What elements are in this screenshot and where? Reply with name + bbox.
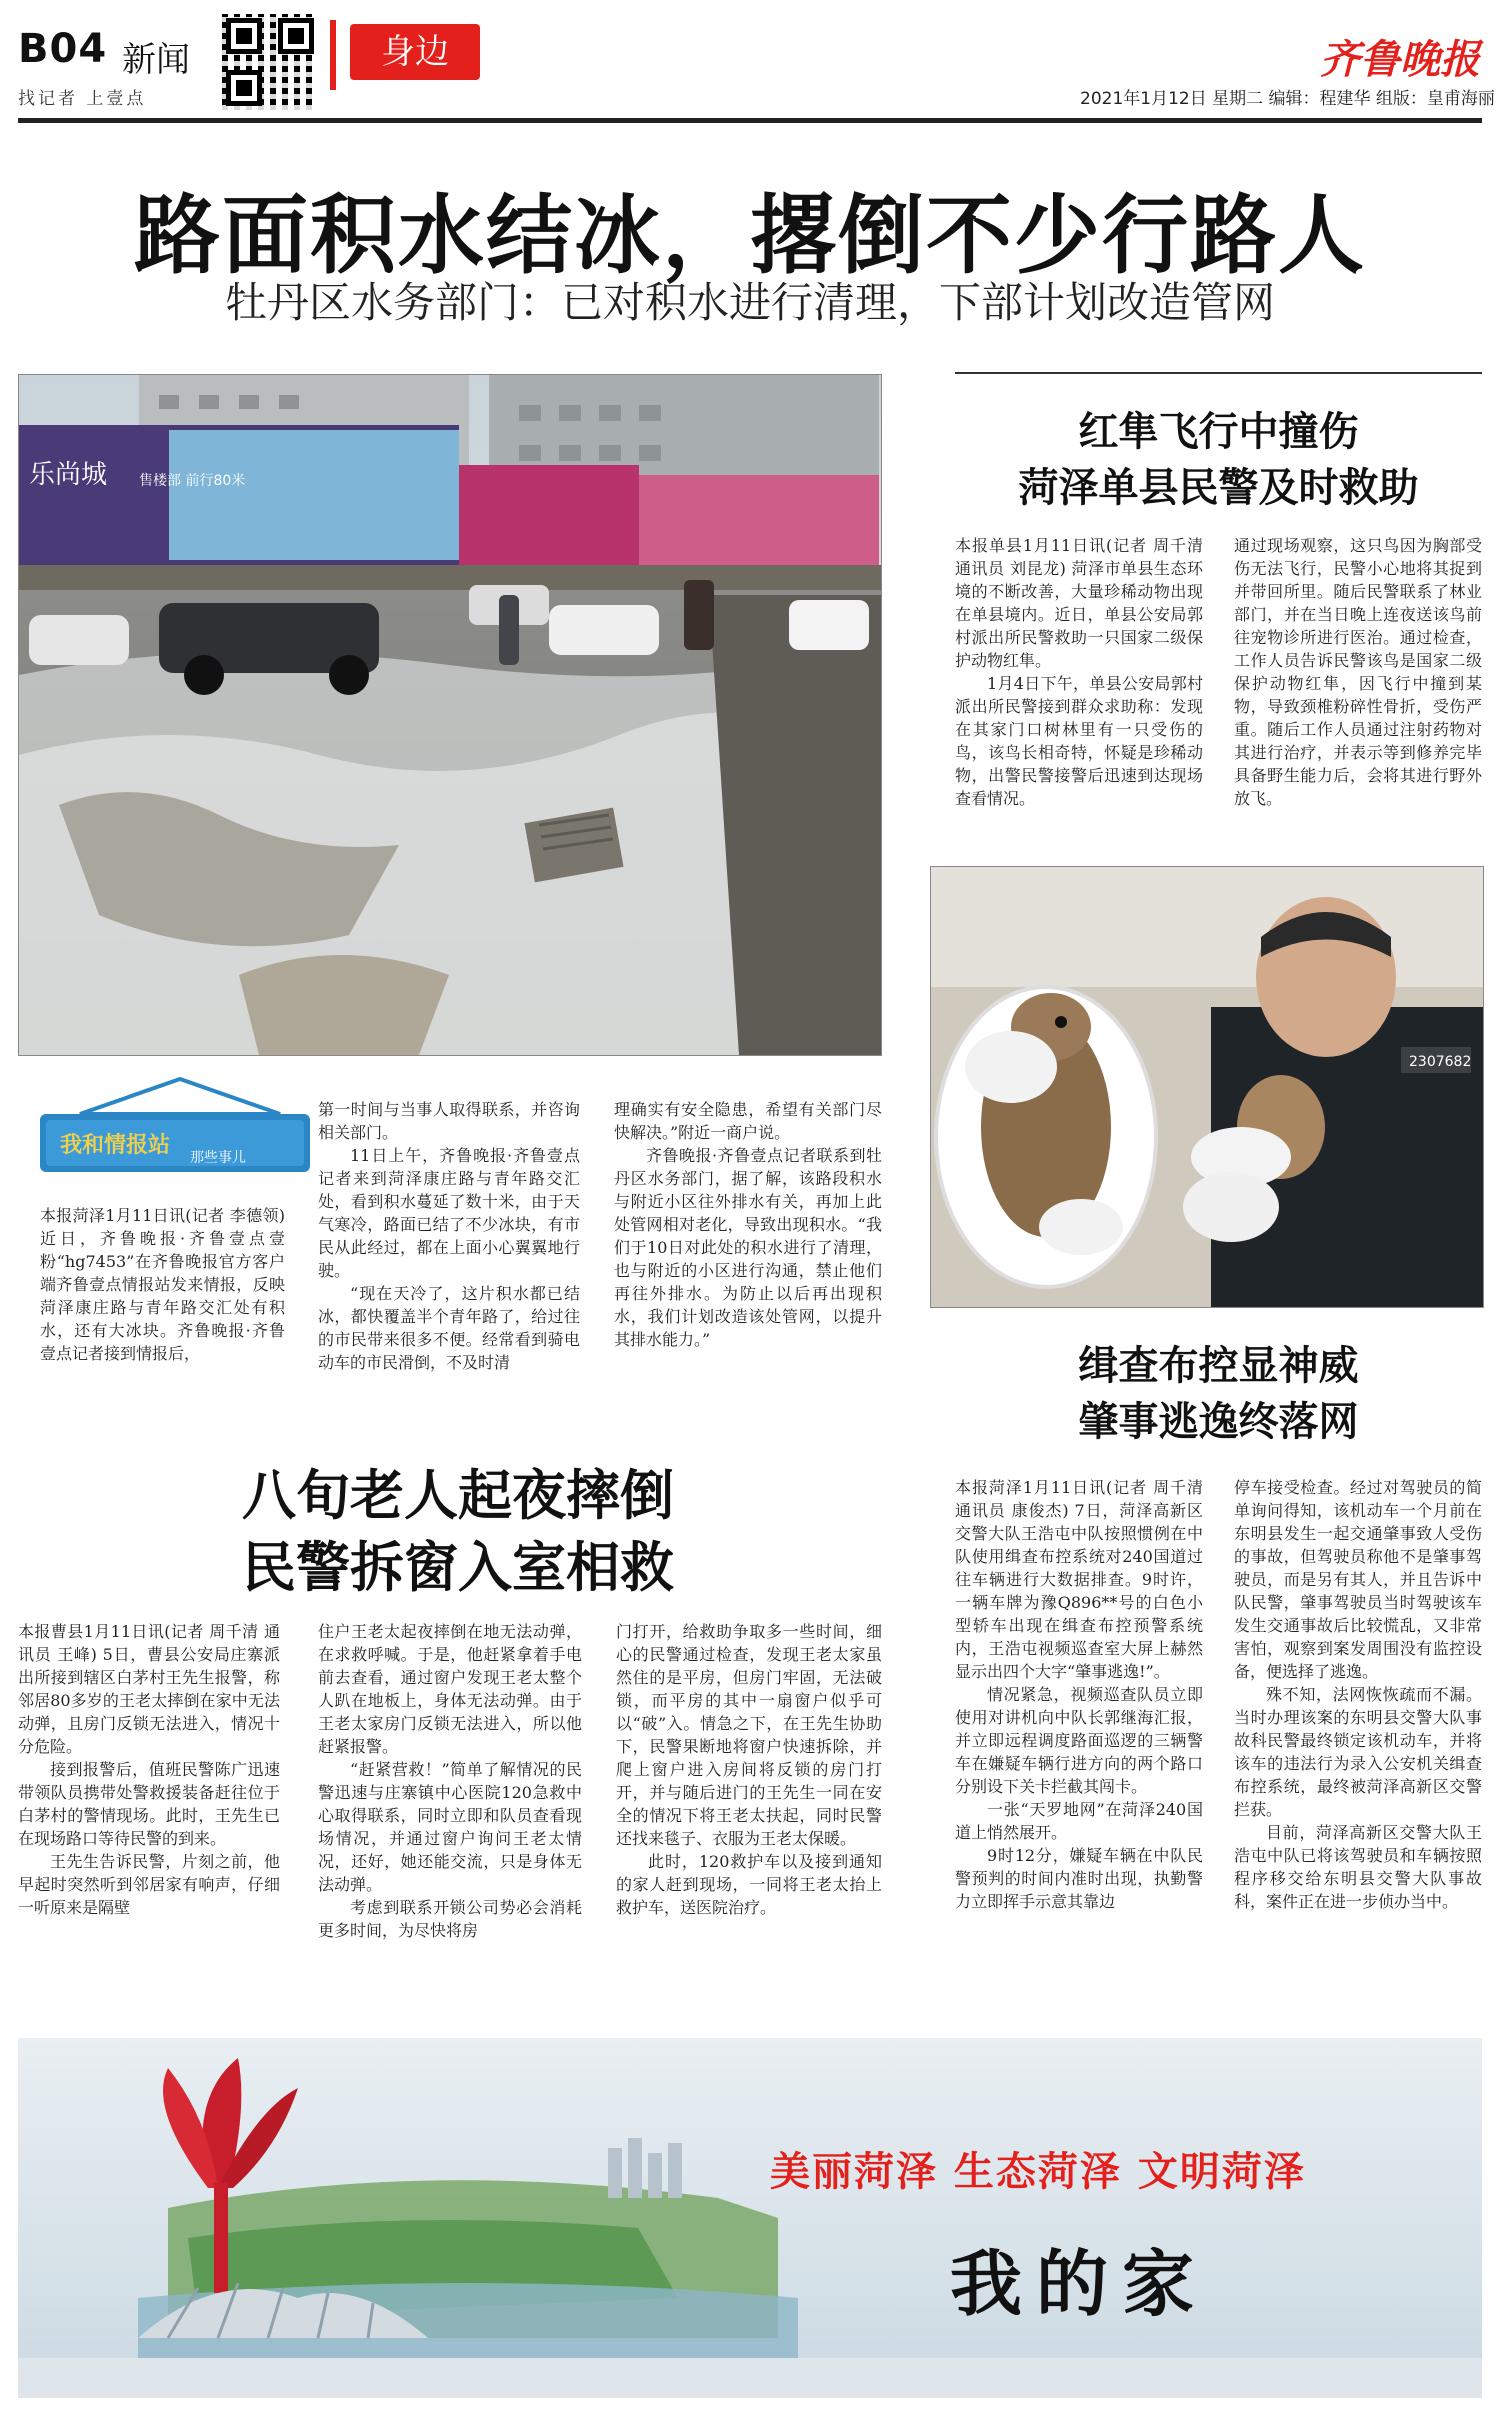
street-ice-photo [18, 374, 882, 1056]
hawk-headline [955, 404, 1482, 516]
elder-article-p2: 接到报警后，值班民警陈广迅速带领队员携带处警救援装备赶往位于白茅村的警情现场。此时，王先生已在现场路口等待民警的到来。 [18, 1760, 280, 1848]
main-subhead: 牡丹区水务部门：已对积水进行清理，下部计划改造管网 [224, 278, 1275, 327]
hit-run-article-p5: 停车接受检查。经过对驾驶员的简单询问得知，该机动车一个月前在东明县发生一起交通肇事致人受伤的事故，但驾驶员称他不是肇事驾驶员，而是另有其人，并且告诉中队民警，肇事驾驶员当时驾驶该车发生交通事故后比较慌乱，又非常害怕，观察到案发周围没有监控设备，便选择了逃逸。 [1234, 1478, 1482, 1681]
tip-sign-sub: 那些事儿 [190, 1150, 246, 1166]
hawk-headline-line1: 红隼飞行中撞伤 [1078, 409, 1359, 455]
tip-sign-art [40, 1074, 310, 1174]
hit-run-article-p1: 本报菏泽1月11日讯(记者 周千清 通讯员 康俊杰) 7日，菏泽高新区交警大队王浩屯中队按照惯例在中队使用缉查布控系统对240国道过往车辆进行大数据排查。9时许，一辆车牌为豫Q896**号的白色小型轿车出现在缉查布控预警系统内，王浩屯视频巡查室大屏上赫然显示出四个大字“肇事逃逸!”。 [955, 1478, 1203, 1681]
issue-info: 2021年1月12日 星期二 编辑：程建华 组版：皇甫海丽 [1080, 89, 1495, 109]
officer-hawk-photo-art [931, 867, 1483, 1307]
police-badge-number: 2307682 [1409, 1054, 1472, 1070]
banner-home-title: 我的家 [950, 2241, 1209, 2326]
hit-run-article-p4: 9时12分，嫌疑车辆在中队民警预判的时间内准时出现，执勤警力立即挥手示意其靠边 [955, 1846, 1203, 1911]
tip-sign-title: 我和情报站 [60, 1133, 171, 1158]
hawk-article-p1: 本报单县1月11日讯(记者 周千清 通讯员 刘昆龙) 菏泽市单县生态环境的不断改善，大量珍稀动物出现在单县境内。近日，单县公安局郭村派出所民警救助一只国家二级保护动物红隼。 [955, 536, 1203, 670]
elder-article-col3 [616, 1620, 882, 1919]
elder-article-p5: “赶紧营救！”简单了解情况的民警迅速与庄寨镇中心医院120急救中心取得联系，同时立即和队员查看现场情况，并通过窗户询问王老太情况，还好，她还能交流，只是身体无法动弹。 [318, 1760, 582, 1894]
page-section: 新闻 [122, 40, 190, 80]
main-article-p3: 11日上午，齐鲁晚报·齐鲁壹点记者来到菏泽康庄路与青年路交汇处，看到积水蔓延了数十米，由于天气寒冷，路面已结了不少冰块，有市民从此经过，都在上面小心翼翼地行驶。 [318, 1146, 580, 1280]
column-tag-marker [330, 20, 336, 90]
banner-slogan: 美丽菏泽 生态菏泽 文明菏泽 [770, 2149, 1306, 2195]
hit-run-headline-line2: 肇事逃逸终落网 [1078, 1399, 1359, 1445]
header-divider [18, 118, 1482, 123]
hawk-article-p3: 通过现场观察，这只鸟因为胸部受伤无法飞行，民警小心地将其捉到并带回所里。随后民警联系了林业部门，并在当日晚上连夜送该鸟前往宠物诊所进行医治。通过检查，工作人员告诉民警该鸟是国家二级保护动物红隼，因飞行中撞到某物，导致颈椎粉碎性骨折，受伤严重。随后工作人员通过注射药物对其进行治疗，并表示等到修养完毕具备野生能力后，会将其进行野外放飞。 [1234, 536, 1482, 808]
elder-article-col2 [318, 1620, 582, 1942]
main-article-p1: 本报菏泽1月11日讯(记者 李德领) 近日，齐鲁晚报·齐鲁壹点壹粉“hg7453”在齐鲁晚报官方客户端齐鲁壹点情报站发来情报，反映菏泽康庄路与青年路交汇处有积水，还有大冰块。齐鲁晚报·齐鲁壹点记者接到情报后， [40, 1206, 285, 1363]
tip-station-sign [40, 1074, 310, 1174]
elder-article-p8: 此时，120救护车以及接到通知的家人赶到现场，一同将王老太抬上救护车，送医院治疗。 [616, 1852, 882, 1917]
elder-article-p6: 考虑到联系开锁公司势必会消耗更多时间，为尽快将房 [318, 1898, 582, 1940]
city-banner-art [18, 2038, 1482, 2398]
elder-headline [18, 1460, 898, 1604]
elder-article-p3: 王先生告诉民警，片刻之前，他早起时突然听到邻居家有响声，仔细一听原来是隔壁 [18, 1852, 280, 1917]
elder-article-p1: 本报曹县1月11日讯(记者 周千清 通讯员 王峰) 5日，曹县公安局庄寨派出所接到辖区白茅村王先生报警，称邻居80多岁的王老太摔倒在家中无法动弹，且房门反锁无法进入，情况十分危险。 [18, 1622, 280, 1756]
header-sub-slogan: 找记者 上壹点 [18, 89, 147, 109]
main-article-col2 [318, 1098, 580, 1374]
paper-logo: 齐鲁晚报 [1320, 37, 1480, 83]
page-code: B04 [18, 26, 108, 72]
right-column-rule [955, 372, 1482, 374]
elder-headline-line2: 民警拆窗入室相救 [242, 1536, 674, 1599]
officer-hawk-photo [930, 866, 1484, 1308]
photo-sign-sales: 售楼部 前行80米 [139, 473, 246, 489]
elder-article-col1 [18, 1620, 280, 1919]
elder-article-p7: 门打开，给救助争取多一些时间，细心的民警通过检查，发现王老太家虽然住的是平房，但房门牢固，无法破锁，而平房的其中一扇窗户似乎可以“破”入。情急之下，在王先生协助下，民警果断地将窗户快速拆除，并爬上窗户进入房间将反锁的房门打开，并与随后进门的王先生一同在安全的情况下将王老太扶起，同时民警还找来毯子、衣服为王老太保暖。 [616, 1622, 882, 1848]
hit-run-article-p7: 目前，菏泽高新区交警大队王浩屯中队已将该驾驶员和车辆按照程序移交给东明县交警大队事故科，案件正在进一步侦办当中。 [1234, 1823, 1482, 1911]
city-banner [18, 2038, 1482, 2398]
main-article-p2: 第一时间与当事人取得联系，并咨询相关部门。 [318, 1100, 580, 1142]
hit-run-article-col2 [1234, 1476, 1482, 1913]
hit-run-article-p6: 殊不知，法网恢恢疏而不漏。当时办理该案的东明县交警大队事故科民警最终锁定该机动车，并将该车的违法行为录入公安机关缉查布控系统，最终被菏泽高新区交警拦获。 [1234, 1685, 1482, 1819]
hawk-article-col2 [1234, 534, 1482, 810]
hit-run-article-p2: 情况紧急，视频巡查队员立即使用对讲机向中队长郭继海汇报，并立即远程调度路面巡逻的三辆警车在嫌疑车辆行进方向的两个路口分别设下关卡拦截其闯卡。 [955, 1685, 1203, 1796]
main-article-p6: 齐鲁晚报·齐鲁壹点记者联系到牡丹区水务部门，据了解，该路段积水与附近小区往外排水有关，再加上此处管网相对老化，导致出现积水。“我们于10日对此处的积水进行了清理，也与附近的小区进行沟通，禁止他们再往外排水。为防止以后再出现积水，我们计划改造该处管网，以提升其排水能力。” [614, 1146, 882, 1349]
street-ice-photo-art [19, 375, 881, 1055]
qr-code-icon[interactable] [222, 14, 318, 110]
hit-run-article-col1 [955, 1476, 1203, 1913]
elder-article-p4: 住户王老太起夜摔倒在地无法动弹，在求救呼喊。于是，他赶紧拿着手电前去查看，通过窗户发现王老太整个人趴在地板上，身体无法动弹。由于王老太家房门反锁无法进入，所以他赶紧报警。 [318, 1622, 582, 1756]
hawk-article-p2: 1月4日下午，单县公安局郭村派出所民警接到群众求助称：发现在其家门口树林里有一只受伤的鸟，该鸟长相奇特，怀疑是珍稀动物，出警民警接警后迅速到达现场查看情况。 [955, 674, 1203, 808]
main-article-col1 [40, 1204, 285, 1365]
hawk-article-col1 [955, 534, 1203, 810]
hit-run-headline [955, 1338, 1482, 1450]
main-article-p4: “现在天冷了，这片积水都已结冰，都快覆盖半个青年路了，给过往的市民带来很多不便。经常看到骑电动车的市民滑倒，不及时清 [318, 1284, 580, 1372]
main-article-col3 [614, 1098, 882, 1351]
column-tag: 身边 [350, 24, 480, 80]
main-article-p5: 理确实有安全隐患，希望有关部门尽快解决。”附近一商户说。 [614, 1100, 882, 1142]
main-headline: 路面积水结冰，撂倒不少行路人 [134, 185, 1366, 286]
elder-headline-line1: 八旬老人起夜摔倒 [242, 1464, 674, 1527]
hit-run-headline-line1: 缉查布控显神威 [1078, 1343, 1359, 1389]
hit-run-article-p3: 一张“天罗地网”在菏泽240国道上悄然展开。 [955, 1800, 1203, 1842]
photo-sign-leshangcheng: 乐尚城 [29, 460, 108, 490]
hawk-headline-line2: 菏泽单县民警及时救助 [1018, 465, 1419, 511]
